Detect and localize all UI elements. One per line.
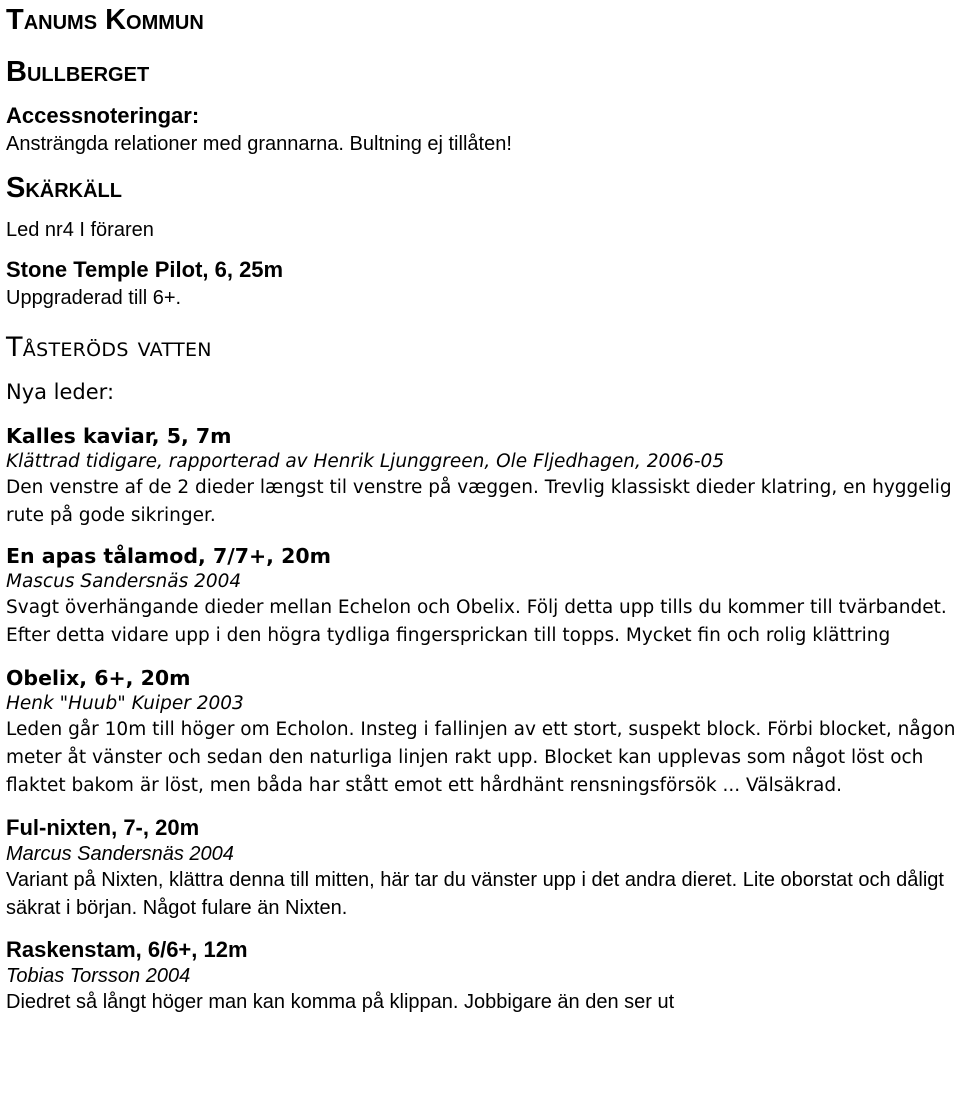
- route-description: Den venstre af de 2 dieder længst til venstre på væggen. Trevlig klassiskt dieder klatring, en hyggelig rute på gode sikringer.: [6, 477, 952, 526]
- access-text: Ansträngda relationer med grannarna. Bultning ej tillåten!: [6, 133, 512, 155]
- route-name: Obelix, 6+, 20m: [6, 666, 191, 690]
- route-description: Diedret så långt höger man kan komma på klippan. Jobbigare än den ser ut: [6, 991, 675, 1013]
- route-description: Variant på Nixten, klättra denna till mitten, här tar du vänster upp i det andra dieret. Lite oborstat och dåligt säkrat i början. Något fulare än Nixten.: [6, 869, 944, 919]
- route-author: Tobias Torsson 2004: [6, 965, 191, 987]
- route-author: Marcus Sandersnäs 2004: [6, 843, 234, 865]
- area-bullberget: [6, 54, 960, 158]
- route-note: Uppgraderad till 6+.: [6, 287, 182, 309]
- route-entry: [6, 936, 960, 1016]
- route-name: En apas tålamod, 7/7+, 20m: [6, 544, 331, 568]
- route-name: Ful-nixten, 7-, 20m: [6, 815, 200, 840]
- route-name: Kalles kaviar, 5, 7m: [6, 424, 232, 448]
- route-name: Raskenstam, 6/6+, 12m: [6, 937, 248, 962]
- access-heading: Accessnoteringar:: [6, 103, 200, 128]
- route-description: Leden går 10m till höger om Echolon. Insteg i fallinjen av ett stort, suspekt block. Förbi blocket, någon meter åt vänster och sedan den naturliga linjen rakt upp. Blocket kan upplevas som något löst och flaktet bakom är löst, men båda har stått emot ett hårdhänt rensningsförsök ... Välsäkrad.: [6, 719, 956, 796]
- route-name: Stone Temple Pilot, 6, 25m: [6, 257, 284, 282]
- area-heading: Skärkäll: [6, 172, 122, 204]
- new-routes-heading: Nya leder:: [6, 380, 115, 404]
- area-heading: Bullberget: [6, 56, 150, 88]
- route-author: Klättrad tidigare, rapporterad av Henrik Ljunggreen, Ole Fljedhagen, 2006-05: [6, 451, 725, 472]
- route-author: Henk "Huub" Kuiper 2003: [6, 693, 244, 714]
- route-author: Mascus Sandersnäs 2004: [6, 571, 242, 592]
- area-intro: Led nr4 I föraren: [6, 219, 154, 241]
- route-description: Svagt överhängande dieder mellan Echelon och Obelix. Följ detta upp tills du kommer till tvärbandet. Efter detta vidare upp i den högra tydliga fingersprickan till topps. Mycket fin och rolig klättring: [6, 597, 947, 646]
- area-heading: Tåsteröds vatten: [6, 332, 212, 363]
- route-entry: [6, 542, 960, 650]
- route-entry: [6, 814, 960, 922]
- area-tasterods-vatten: [6, 330, 960, 1016]
- route-entry: [6, 422, 960, 530]
- document-title: Tanums Kommun: [6, 4, 204, 36]
- route-entry: [6, 664, 960, 800]
- area-skarkall: [6, 170, 960, 312]
